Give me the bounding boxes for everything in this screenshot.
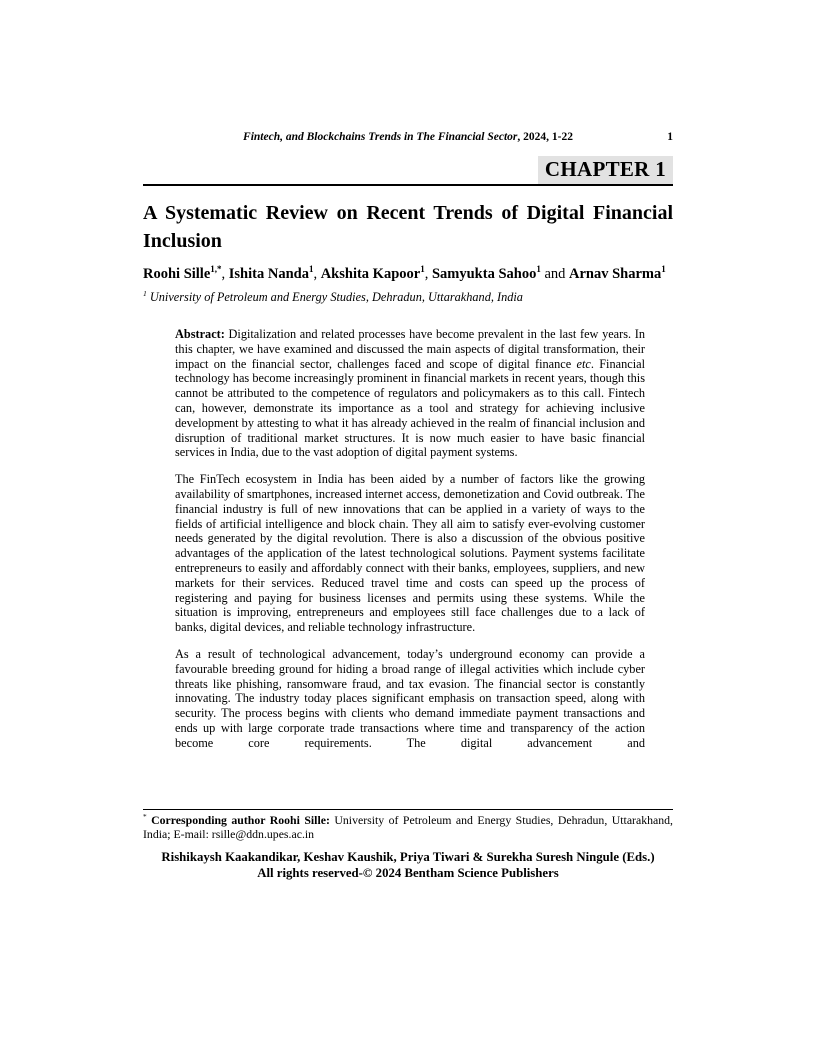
page-number: 1 [667, 131, 673, 143]
running-head-title: Fintech, and Blockchains Trends in The Financial Sector [243, 131, 518, 143]
abstract-label: Abstract: [175, 327, 225, 341]
email-text: rsille@ddn.upes.ac.in [211, 827, 315, 841]
running-head [143, 130, 673, 144]
editors-line: Rishikaysh Kaakandikar, Keshav Kaushik, Priya Tiwari & Surekha Suresh Ningule (Eds.) [161, 850, 655, 864]
abstract-text-2: . Financial technology has become increasingly prominent in financial markets in recent years, though this cannot be attributed to the competence of regulators and policymakers as to this call. Fintech can, however, demonstrate its importance as a tool and strategy for achieving inclusive development by attesting to what it has already achieved in the realm of financial inclusion and disruption of traditional market structures. It is now much easier to have basic financial services in India, due to the vast adoption of digital payment systems. [175, 356, 645, 460]
affiliation-text: University of Petroleum and Energy Studies, Dehradun, Uttarakhand, India [149, 290, 523, 304]
author [432, 266, 569, 282]
corresponding-author-footnote [143, 809, 673, 841]
author-name: Arnav Sharma [569, 266, 662, 282]
footnote-bold-lead: Corresponding author Roohi Sille: [151, 813, 330, 827]
footnote-text: University of Petroleum and Energy Studies, Dehradun, Uttarakhand, India; E-mail: [143, 813, 673, 841]
author-separator: , [313, 266, 321, 282]
author-superscript: 1 [536, 264, 541, 275]
authors-line [143, 264, 673, 285]
chapter-label: CHAPTER 1 [538, 156, 673, 184]
abstract-and-body [175, 327, 645, 751]
chapter-heading-row [143, 156, 673, 186]
author [569, 266, 666, 282]
page-main-column [143, 130, 673, 805]
body-paragraph-2: As a result of technological advancement, today’s underground economy can provide a favourable breeding ground for hiding a broad range of illegal activities which include cyber threats like phishing, ransomware fraud, and tax evasion. The financial sector is constantly innovating. The industry today places significant emphasis on transaction speed, along with security. The process begins with clients who demand immediate payment transactions and ends up with large corporate trade transactions where time and transparency of the action become core requirements. The digital advancement and [175, 646, 645, 750]
copyright-line: All rights reserved-© 2024 Bentham Science Publishers [257, 865, 559, 880]
abstract-text-1: Digitalization and related processes have become prevalent in the last few years. In this chapter, we have examined and discussed the main aspects of digital transformation, their impact on the financial sector, challenges faced and scope of digital finance [175, 327, 645, 371]
author-separator: and [540, 266, 570, 282]
affiliation-superscript: 1 [143, 288, 147, 298]
author-name: Akshita Kapoor [320, 266, 421, 282]
affiliation-line [143, 290, 673, 305]
author-superscript: 1 [661, 264, 666, 275]
author-name: Ishita Nanda [228, 266, 309, 282]
footnote-marker: * [143, 812, 147, 822]
abstract-etc-italic: etc [576, 356, 591, 371]
author-separator: , [221, 266, 229, 282]
author-superscript: 1 [420, 264, 425, 275]
page-bottom-area [143, 809, 673, 881]
author-superscript: 1 [308, 264, 314, 275]
author [321, 266, 432, 282]
running-head-issue-info: , 2024, 1-22 [517, 131, 573, 143]
author [143, 266, 229, 282]
author [229, 266, 321, 282]
author-name: Roohi Sille [143, 266, 211, 282]
author-separator: , [424, 266, 432, 282]
body-paragraph-1: The FinTech ecosystem in India has been aided by a number of factors like the growing availability of smartphones, increased internet access, demonetization and Covid outbreak. The financial industry is full of new innovations that can be applied in a variety of ways to the fields of artificial intelligence and block chain. They all aim to satisfy ever-evolving customer needs generated by the digital revolution. There is also a discussion of the obvious positive advantages of the application of the latest technological solutions. Payment systems facilitate entrepreneurs to easily and affordably connect with their banks, employees, suppliers, and new markets for their services. Reduced travel time and costs can speed up the process of registering and paying for business licenses and permits using these systems. While the situation is improving, entrepreneurs and employees still face challenges due to a lack of banks, digital devices, and reliable technology infrastructure. [175, 472, 645, 635]
chapter-title: A Systematic Review on Recent Trends of Digital Financial Inclusion [143, 202, 673, 252]
abstract-paragraph [175, 327, 645, 460]
author-name: Samyukta Sahoo [431, 266, 537, 282]
author-superscript: 1,* [210, 264, 222, 275]
publisher-footer [143, 850, 673, 881]
